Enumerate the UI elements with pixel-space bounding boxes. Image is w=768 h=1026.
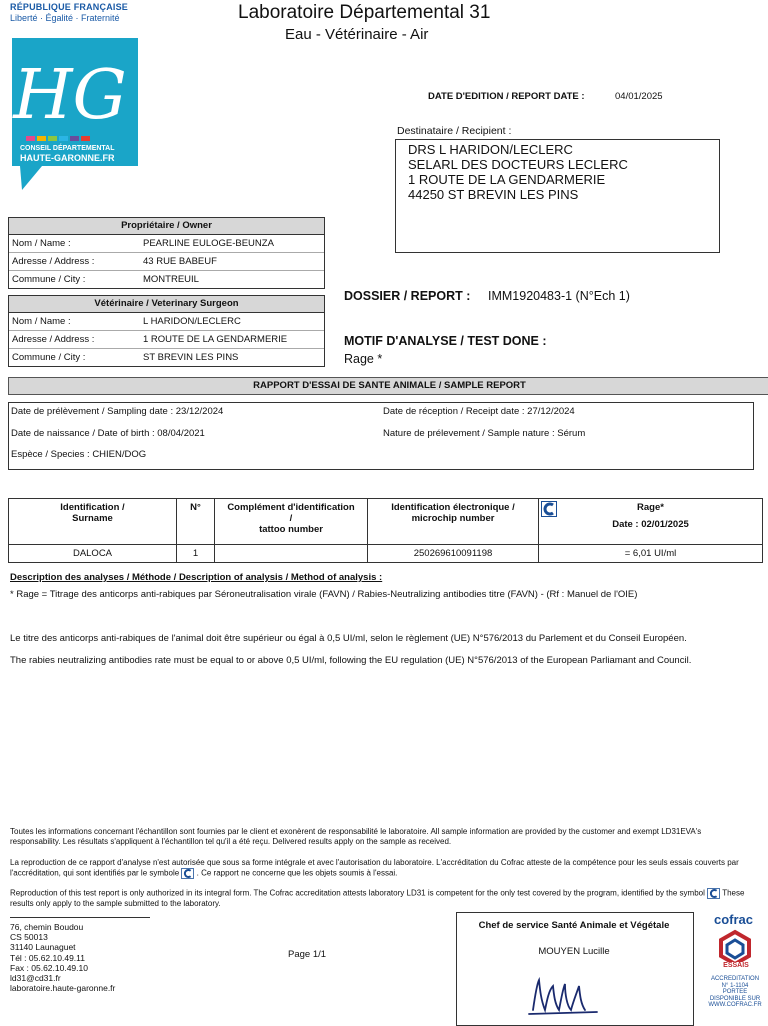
report-date: 04/01/2025 (615, 91, 663, 102)
owner-address: 43 RUE BABEUF (143, 256, 217, 267)
footer-disclaimer: Toutes les informations concernant l'échantillon sont fournies par le client et exonèrent de responsabilité le laboratoire. All sample information are provided by the customer and exempt LD31EVA's responsability. Les résultats s'appliquent à l'échantillon tel qu'il a été reçu. Delivered results apply on the sample as received. (10, 827, 702, 846)
cofrac-essais: ESSAIS (714, 962, 758, 969)
address-line: 31140 Launaguet (10, 942, 76, 953)
owner-city-row (9, 271, 324, 288)
cell-complement (215, 545, 368, 563)
rapport-title: RAPPORT D'ESSAI DE SANTE ANIMALE / SAMPLE REPORT (8, 377, 768, 395)
col-identification-line1: Identification / (60, 502, 125, 513)
col-electronic (368, 499, 539, 545)
owner-city-label: Commune / City : (12, 274, 86, 285)
note-fr: Le titre des anticorps anti-rabiques de l'animal doit être supérieur ou égal à 0,5 UI/ml, selon le règlement (UE) N°576/2013 du Parlement et du Conseil Européen. (10, 633, 687, 644)
description-text: * Rage = Titrage des anticorps anti-rabiques par Séroneutralisation virale (FAVN) / Rabies-Neutralizing antibodies titre (FAVN) - (Rf : Manuel de l'OIE) (10, 589, 638, 600)
recipient-line: 44250 ST BREVIN LES PINS (408, 187, 579, 202)
signatory-title: Chef de service Santé Animale et Végétale (478, 920, 670, 931)
address-line: CS 50013 (10, 932, 48, 943)
col-number: N° (177, 499, 215, 545)
haute-garonne-logo (12, 38, 138, 190)
col-rage (539, 499, 763, 545)
lab-title: Laboratoire Départemental 31 (238, 2, 491, 23)
recipient-line: 1 ROUTE DE LA GENDARMERIE (408, 172, 606, 187)
svg-text:HAUTE-GARONNE.FR: HAUTE-GARONNE.FR (20, 153, 115, 163)
address-line: Fax : 05.62.10.49.10 (10, 962, 88, 973)
owner-city: MONTREUIL (143, 274, 199, 285)
cell-number: 1 (177, 545, 215, 563)
vet-city: ST BREVIN LES PINS (143, 352, 239, 363)
sample-nature: Nature de prélevement / Sample nature : Sérum (383, 428, 586, 439)
col-complement-line1: Complément d'identification (227, 502, 355, 513)
col-complement (215, 499, 368, 545)
cell-rage: = 6,01 UI/ml (539, 545, 763, 563)
cofrac-accreditation-text (700, 976, 768, 1009)
address-line: laboratoire.haute-garonne.fr (10, 983, 116, 994)
col-complement-line2: / (289, 513, 293, 524)
motif-label: MOTIF D'ANALYSE / TEST DONE : (344, 334, 547, 348)
vet-city-label: Commune / City : (12, 352, 86, 363)
owner-table (8, 217, 325, 289)
col-complement-line3: tattoo number (259, 524, 323, 535)
sampling-date: Date de prélèvement / Sampling date : 23/12/2024 (11, 406, 224, 417)
owner-header: Propriétaire / Owner (9, 218, 324, 235)
vet-address-label: Adresse / Address : (12, 334, 95, 345)
note-en: The rabies neutralizing antibodies rate must be equal to or above 0,5 UI/ml, following the EU regulation (UE) N°576/2013 of the European Parliamant and Council. (10, 655, 692, 666)
cofrac-word: cofrac (714, 912, 754, 927)
vet-table (8, 295, 325, 367)
lab-subtitle: Eau - Vétérinaire - Air (285, 26, 429, 43)
recipient-line: DRS L HARIDON/LECLERC (408, 142, 573, 157)
owner-address-row (9, 253, 324, 271)
col-identification (9, 499, 177, 545)
footer-reproduction-en (10, 888, 750, 909)
col-electronic-line1: Identification électronique / (391, 502, 515, 513)
cofrac-line: WWW.COFRAC.FR (708, 1002, 762, 1008)
description-title: Description des analyses / Méthode / Description of analysis / Method of analysis : (10, 572, 383, 583)
republique-line2: Liberté · Égalité · Fraternité (10, 13, 120, 23)
col-electronic-line2: microchip number (411, 513, 495, 524)
footer-reproduction-en-text: Reproduction of this test report is only authorized in its integral form. The Cofrac accreditation attests laboratory LD31 is competent for the only test covered by the program, identified by the symbol (10, 888, 705, 898)
svg-text:HG: HG (13, 56, 127, 135)
report-date-label: DATE D'EDITION / REPORT DATE : (428, 91, 585, 102)
cofrac-c-icon (707, 888, 720, 899)
address-line: 76, chemin Boudou (10, 922, 84, 932)
dossier-label: DOSSIER / REPORT : (344, 289, 471, 303)
birth-date: Date de naissance / Date of birth : 08/04/2021 (11, 428, 205, 439)
vet-address-row (9, 331, 324, 349)
recipient-label: Destinataire / Recipient : (397, 125, 512, 137)
cell-microchip: 250269610091198 (368, 545, 539, 563)
owner-name: PEARLINE EULOGE-BEUNZA (143, 238, 274, 249)
vet-header: Vétérinaire / Veterinary Surgeon (9, 296, 324, 313)
table-row (9, 545, 763, 563)
address-line: ld31@cd31.fr (10, 973, 61, 984)
signatory-name: MOUYEN Lucille (538, 946, 610, 957)
cofrac-c-icon (541, 501, 557, 517)
cofrac-c-icon (181, 868, 194, 879)
species: Espèce / Species : CHIEN/DOG (11, 449, 147, 460)
handwritten-signature (527, 966, 607, 1018)
vet-name: L HARIDON/LECLERC (143, 316, 241, 327)
results-header-row (9, 499, 763, 545)
cofrac-line: DISPONIBLE SUR (709, 995, 761, 1002)
address-line: Tél : 05.62.10.49.11 (10, 952, 85, 963)
dossier-value: IMM1920483-1 (N°Ech 1) (488, 289, 630, 303)
vet-address: 1 ROUTE DE LA GENDARMERIE (143, 334, 288, 345)
recipient-line: SELARL DES DOCTEURS LECLERC (408, 157, 628, 172)
svg-text:CONSEIL DÉPARTEMENTAL: CONSEIL DÉPARTEMENTAL (20, 145, 115, 152)
cofrac-line: ACCREDITATION (710, 976, 760, 982)
footer-reproduction-fr-end: . Ce rapport ne concerne que les objets soumis à l'essai. (196, 868, 398, 878)
page-number: Page 1/1 (288, 949, 327, 960)
vet-name-label: Nom / Name : (12, 316, 71, 327)
lab-address (10, 922, 115, 993)
results-table (8, 498, 763, 563)
owner-address-label: Adresse / Address : (12, 256, 95, 267)
col-rage-title: Rage* (637, 502, 664, 513)
owner-name-label: Nom / Name : (12, 238, 71, 249)
cofrac-line: PORTEE (722, 989, 748, 995)
footer-reproduction-en-end: These results only apply to the sample submitted to the laboratory. (10, 888, 745, 908)
vet-name-row (9, 313, 324, 331)
col-rage-date: Date : 02/01/2025 (612, 519, 689, 530)
cell-surname: DALOCA (9, 545, 177, 563)
receipt-date: Date de réception / Receipt date : 27/12/2024 (383, 406, 575, 417)
motif-value: Rage * (344, 352, 383, 366)
owner-name-row (9, 235, 324, 253)
footer-reproduction-fr (10, 858, 750, 879)
vet-city-row (9, 349, 324, 366)
cofrac-line: N° 1-1104 (721, 982, 749, 989)
republique-line1: RÉPUBLIQUE FRANÇAISE (10, 2, 129, 12)
footer-reproduction-fr-text: La reproduction de ce rapport d'analyse n'est autorisée que sous sa forme intégrale et avec l'autorisation du laboratoire. L'accréditation du Cofrac atteste de la compétence pour les seuls essais couverts par l'accréditation, qui sont identifiés par le symbole (10, 858, 739, 878)
divider (10, 917, 150, 918)
col-identification-line2: Surname (72, 513, 113, 524)
